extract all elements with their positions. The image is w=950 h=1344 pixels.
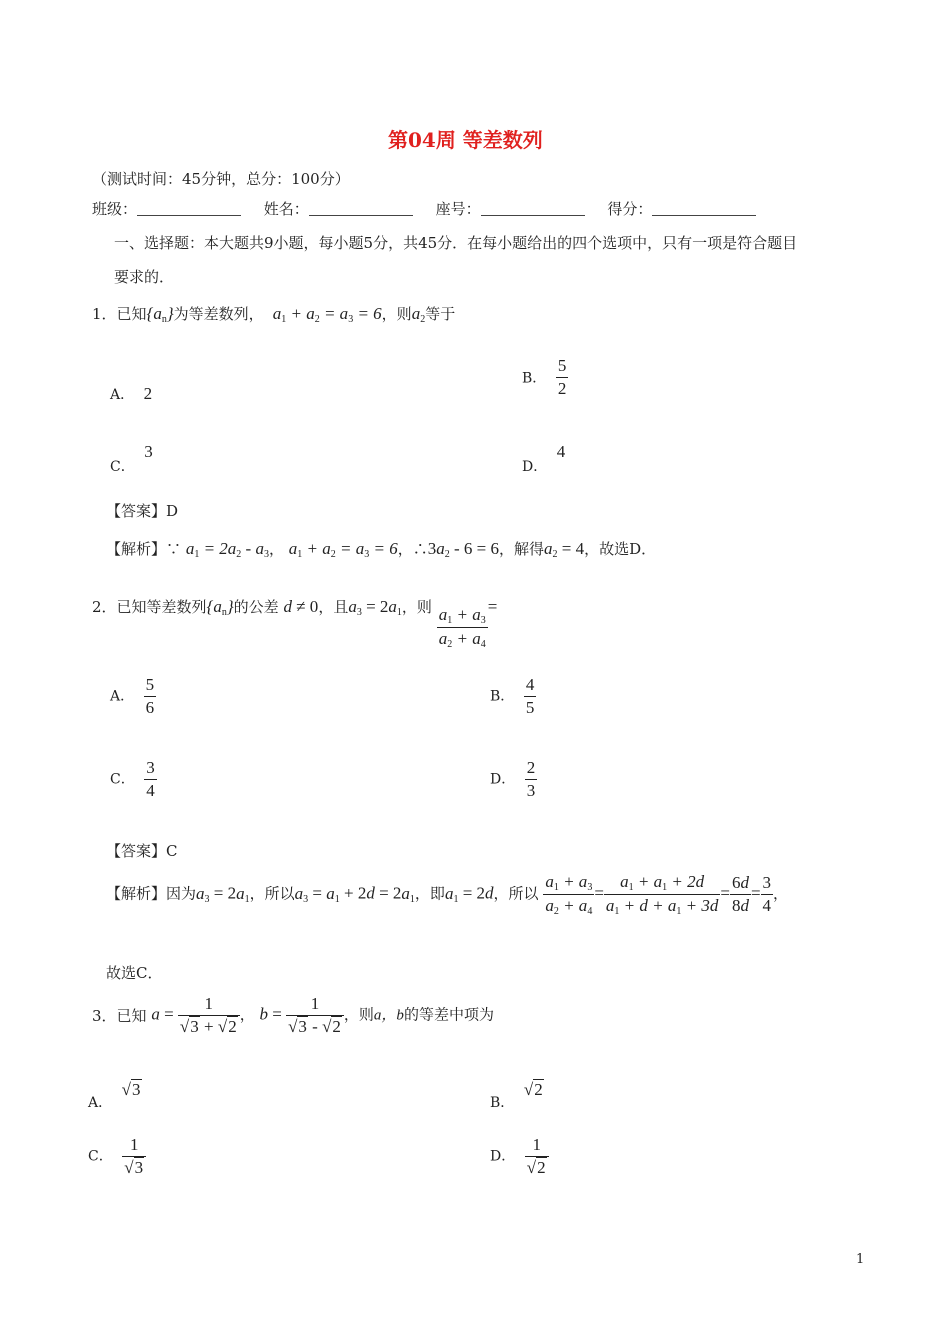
field-class-blank xyxy=(137,215,241,216)
q2-option-c: C． $\frac{3}{4}$ xyxy=(110,758,155,800)
q2-option-b: B． $\frac{4}{5}$ xyxy=(490,675,535,717)
field-score-blank xyxy=(652,215,756,216)
q3-option-a: A． √3 xyxy=(88,1080,141,1111)
q1-analysis: 【解析】∵ $a_1 = 2a_2 - a_3$， $a_1 + a_2 = a_3 = 6$，$\therefore 3a_2 - 6 = 6$，解得$a_2 = 4$，故选D． xyxy=(106,539,657,560)
q2-answer: 【答案】C xyxy=(106,842,178,860)
page-number: 1 xyxy=(856,1252,865,1267)
q3-option-c: C． $\frac{1}{√3}$ xyxy=(88,1135,146,1178)
q1-option-d: D． 4 xyxy=(522,442,566,475)
q2-analysis: 【解析】因为$a_3 = 2a_1$，所以$a_3 = a_1 + 2d = 2a_1$，即$a_1 = 2d$，所以 $\frac{a_1 + a_3}{a_2 + a_4}$ = $\frac{a_1 + a_1 + 2d}{a_1 + d + a_1 + 3d}$ = $\frac{6d}{8d}$ = $\frac{3}{4}$ ， xyxy=(106,872,789,917)
field-seat-blank xyxy=(481,215,585,216)
question-1: 1．已知$\{a_n\}$为等差数列， $a_1 + a_2 = a_3 = 6$，则$a_2$等于 xyxy=(92,304,456,325)
q3-option-b: B． √2 xyxy=(490,1080,543,1111)
question-3: 3．已知 a = $\frac{1}{√3 + √2}$ ， b = $\frac{1}{√3 - √2}$ ，则a，b的等差中项为 xyxy=(92,994,494,1036)
field-seat-label: 座号： xyxy=(435,200,481,218)
page-title: 第04周 等差数列 xyxy=(388,128,543,152)
q1-answer: 【答案】D xyxy=(106,502,179,520)
section-header-cont: 要求的． xyxy=(114,268,175,286)
q2-conclusion: 故选C． xyxy=(106,964,163,982)
q1-condition: $a_1 + a_2 = a_3 = 6$ xyxy=(268,304,382,325)
q1-option-b: B． $\frac{5}{2}$ xyxy=(522,356,567,398)
q2-option-a: A． $\frac{5}{6}$ xyxy=(110,675,155,717)
seq-an: $\{a_n\}$ xyxy=(146,304,174,325)
field-name-blank xyxy=(309,215,413,216)
info-fields xyxy=(92,198,774,219)
q2-option-d: D． $\frac{2}{3}$ xyxy=(490,758,536,800)
field-name-label: 姓名： xyxy=(263,200,309,218)
q3-option-d: D． $\frac{1}{√2}$ xyxy=(490,1135,549,1178)
question-2: 2．已知等差数列$\{a_n\}$的公差 d ≠ 0，且$a_3 = 2a_1$，则 $\frac{a_1 + a_3}{a_2 + a_4}$ = xyxy=(92,597,498,650)
field-score-label: 得分： xyxy=(607,200,653,218)
q1-option-a: A． 2 xyxy=(110,384,153,403)
q1-option-c: C． 3 xyxy=(110,442,153,475)
field-class-label: 班级： xyxy=(92,200,138,218)
test-info: （测试时间：45分钟，总分：100分） xyxy=(92,170,350,188)
section-header: 一、选择题：本大题共9小题，每小题5分，共45分．在每小题给出的四个选项中，只有一项是符合题目 xyxy=(114,234,798,252)
